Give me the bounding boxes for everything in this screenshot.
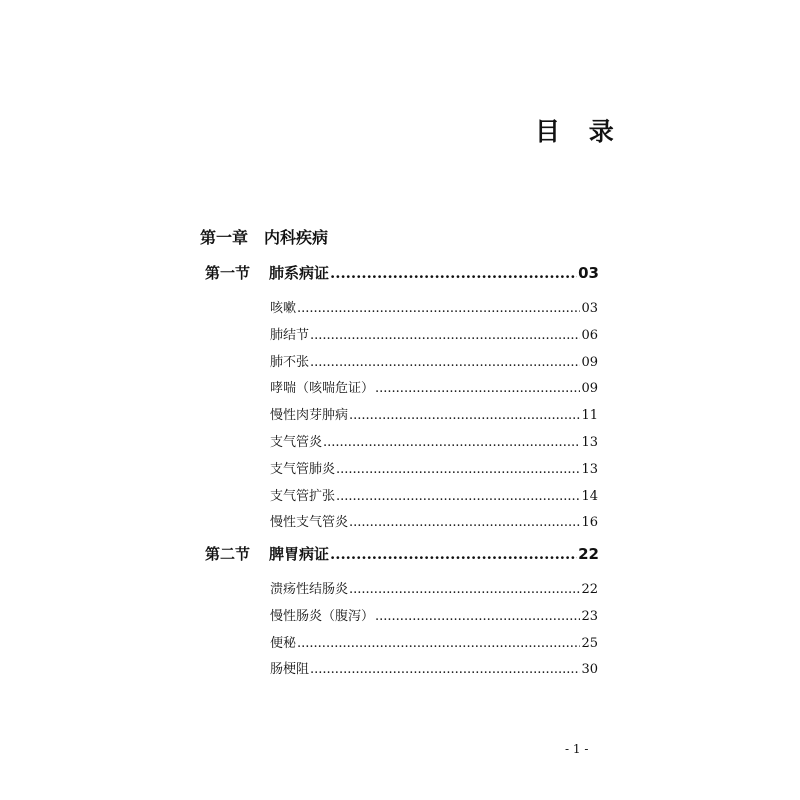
chapter-number: 第一章 — [200, 228, 249, 247]
section-number: 第一节 — [205, 264, 251, 282]
item-page-number: 09 — [581, 381, 598, 396]
item-title: 肺结节 — [270, 328, 310, 343]
toc-item-row[interactable] — [270, 632, 598, 651]
item-page-number: 22 — [581, 582, 598, 597]
item-page-number: 06 — [581, 328, 598, 343]
dot-leader — [310, 328, 580, 343]
item-title: 哮喘（咳喘危证） — [270, 381, 375, 396]
toc-item-row[interactable] — [270, 324, 598, 343]
page-number: - 1 - — [565, 742, 589, 756]
item-page-number: 09 — [581, 355, 598, 370]
item-page-number: 25 — [581, 636, 598, 651]
dot-leader — [310, 662, 580, 677]
toc-item-row[interactable] — [270, 578, 598, 597]
item-page-number: 11 — [581, 408, 598, 423]
section-page-number: 22 — [578, 545, 599, 563]
item-page-number: 13 — [581, 462, 598, 477]
toc-item-row[interactable] — [270, 605, 598, 624]
item-title: 慢性支气管炎 — [270, 515, 349, 530]
toc-section-row[interactable] — [205, 543, 599, 564]
section-number: 第二节 — [205, 545, 251, 563]
section-title: 脾胃病证 — [269, 545, 330, 563]
dot-leader — [297, 636, 580, 651]
toc-item-row[interactable] — [270, 377, 598, 396]
item-title: 便秘 — [270, 636, 297, 651]
item-title: 慢性肉芽肿病 — [270, 408, 349, 423]
dot-leader — [375, 381, 580, 396]
toc-section-row[interactable] — [205, 262, 599, 283]
item-page-number: 30 — [581, 662, 598, 677]
chapter-heading — [200, 225, 328, 248]
item-title: 溃疡性结肠炎 — [270, 582, 349, 597]
dot-leader — [336, 489, 580, 504]
item-page-number: 16 — [581, 515, 598, 530]
item-title: 支气管扩张 — [270, 489, 336, 504]
dot-leader — [310, 355, 580, 370]
dot-leader — [336, 462, 580, 477]
item-title: 咳嗽 — [270, 301, 297, 316]
chapter-title: 内科疾病 — [264, 228, 329, 247]
toc-item-row[interactable] — [270, 511, 598, 530]
toc-item-row[interactable] — [270, 458, 598, 477]
toc-item-row[interactable] — [270, 431, 598, 450]
item-page-number: 14 — [581, 489, 598, 504]
dot-leader — [297, 301, 580, 316]
item-title: 肺不张 — [270, 355, 310, 370]
toc-item-row[interactable] — [270, 297, 598, 316]
item-title: 支气管炎 — [270, 435, 323, 450]
item-title: 支气管肺炎 — [270, 462, 336, 477]
toc-item-row[interactable] — [270, 658, 598, 677]
dot-leader — [323, 435, 580, 450]
dot-leader — [375, 609, 580, 624]
section-page-number: 03 — [578, 264, 599, 282]
page-title: 目 录 — [535, 117, 624, 146]
dot-leader — [349, 582, 580, 597]
item-page-number: 23 — [581, 609, 598, 624]
dot-leader — [330, 545, 577, 563]
toc-item-row[interactable] — [270, 351, 598, 370]
dot-leader — [330, 264, 577, 282]
item-title: 慢性肠炎（腹泻） — [270, 609, 375, 624]
dot-leader — [349, 515, 580, 530]
item-page-number: 13 — [581, 435, 598, 450]
dot-leader — [349, 408, 580, 423]
toc-item-row[interactable] — [270, 485, 598, 504]
section-title: 肺系病证 — [269, 264, 330, 282]
item-title: 肠梗阻 — [270, 662, 310, 677]
item-page-number: 03 — [581, 301, 598, 316]
toc-item-row[interactable] — [270, 404, 598, 423]
